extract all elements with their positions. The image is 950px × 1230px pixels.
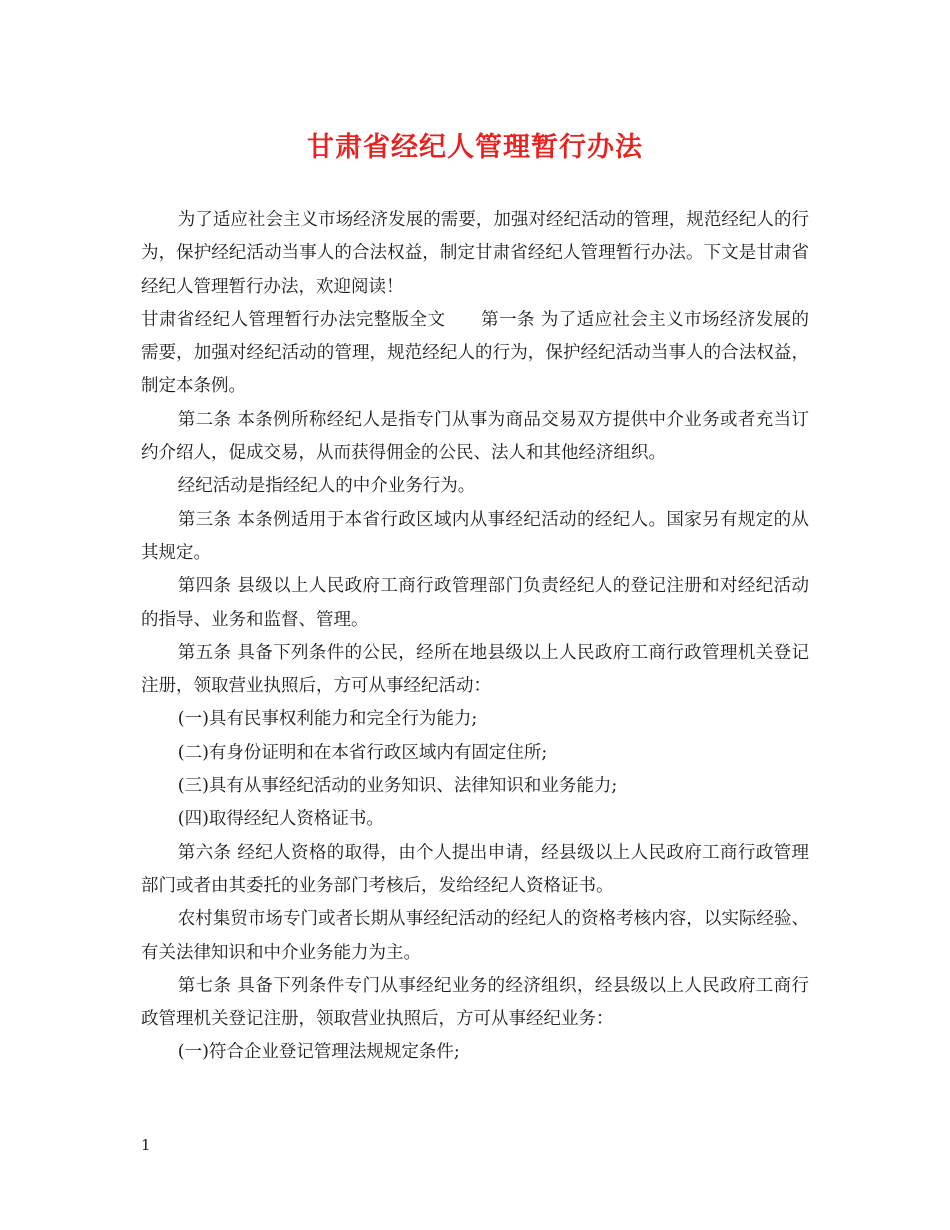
paragraph-13: 农村集贸市场专门或者长期从事经纪活动的经纪人的资格考核内容，以实际经验、有关法律知识和中介业务能力为主。 [141,909,809,963]
paragraph-10: (三)具有从事经纪活动的业务知识、法律知识和业务能力; [177,776,618,797]
paragraph-1: 为了适应社会主义市场经济发展的需要，加强对经纪活动的管理，规范经纪人的行为，保护经纪活动当事人的合法权益，制定甘肃省经纪人管理暂行办法。下文是甘肃省经纪人管理暂行办法，欢迎阅读！ [141,210,809,297]
page-number: 1 [141,1136,151,1154]
paragraph-12: 第六条 经纪人资格的取得，由个人提出申请，经县级以上人民政府工商行政管理部门或者由其委托的业务部门考核后，发给经纪人资格证书。 [141,842,809,896]
document-body [141,204,809,1070]
paragraph-4: 经纪活动是指经纪人的中介业务行为。 [177,476,476,497]
paragraph-5: 第三条 本条例适用于本省行政区域内从事经纪活动的经纪人。国家另有规定的从其规定。 [141,509,809,563]
paragraph-2: 甘肃省经纪人管理暂行办法完整版全文 第一条 为了适应社会主义市场经济发展的需要，加强对经纪活动的管理，规范经纪人的行为，保护经纪活动当事人的合法权益，制定本条例。 [141,309,809,397]
paragraph-7: 第五条 具备下列条件的公民，经所在地县级以上人民政府工商行政管理机关登记注册，领取营业执照后，方可从事经纪活动： [141,642,809,697]
paragraph-14: 第七条 具备下列条件专门从事经纪业务的经济组织，经县级以上人民政府工商行政管理机关登记注册，领取营业执照后，方可从事经纪业务： [141,975,809,1030]
paragraph-3: 第二条 本条例所称经纪人是指专门从事为商品交易双方提供中介业务或者充当订约介绍人，促成交易，从而获得佣金的公民、法人和其他经济组织。 [141,409,809,464]
document-title: 甘肃省经纪人管理暂行办法 [307,132,643,163]
paragraph-6: 第四条 县级以上人民政府工商行政管理部门负责经纪人的登记注册和对经纪活动的指导、业务和监督、管理。 [141,576,809,630]
paragraph-8: (一)具有民事权利能力和完全行为能力; [177,709,478,730]
paragraph-9: (二)有身份证明和在本省行政区域内有固定住所; [177,742,548,763]
paragraph-15: (一)符合企业登记管理法规规定条件; [177,1042,460,1063]
paragraph-11: (四)取得经纪人资格证书。 [177,809,384,830]
